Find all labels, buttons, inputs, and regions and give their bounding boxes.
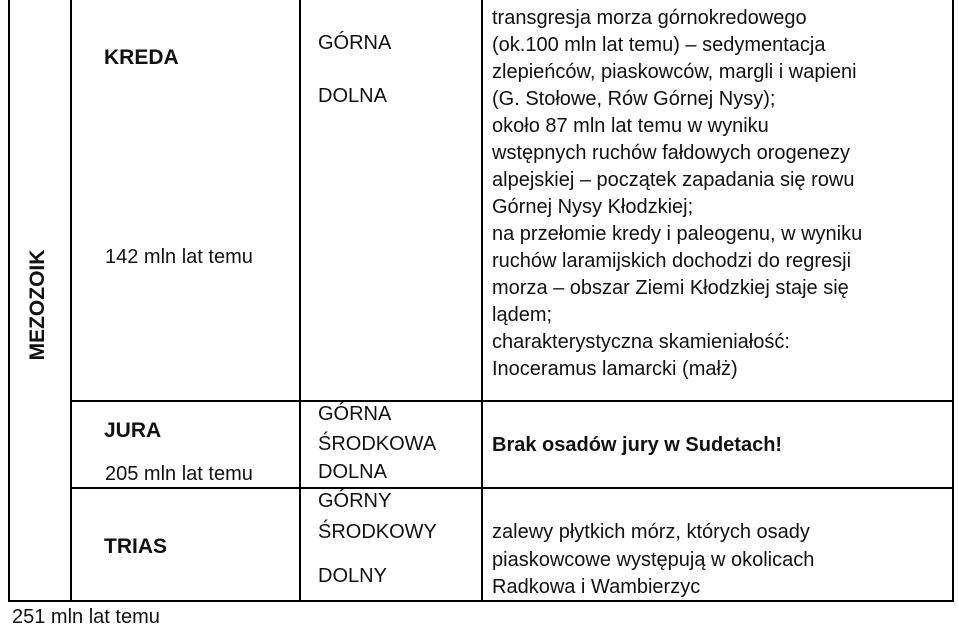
trias-description bbox=[492, 518, 814, 601]
kreda-line: morza – obszar Ziemi Kłodzkiej staje się bbox=[492, 277, 849, 299]
kreda-description bbox=[492, 5, 862, 383]
kreda-line: Inoceramus lamarcki (małż) bbox=[492, 358, 738, 380]
trias-line: Radkowa i Wambierzyc bbox=[492, 576, 701, 598]
kreda-line: wstępnych ruchów fałdowych orogenezy bbox=[492, 142, 850, 164]
jura-division-middle: ŚRODKOWA bbox=[318, 433, 437, 455]
period-trias-name: TRIAS bbox=[104, 535, 167, 558]
kreda-line: charakterystyczna skamieniałość: bbox=[492, 331, 790, 353]
kreda-line: na przełomie kredy i paleogenu, w wyniku bbox=[492, 223, 863, 245]
era-label: MEZOZOIK bbox=[26, 249, 49, 361]
kreda-division-lower: DOLNA bbox=[318, 85, 387, 107]
kreda-line: (ok.100 mln lat temu) – sedymentacja bbox=[492, 34, 826, 56]
border-era bbox=[70, 0, 72, 602]
border-period bbox=[299, 0, 301, 602]
kreda-line: (G. Stołowe, Rów Górnej Nysy); bbox=[492, 88, 776, 110]
trias-line: zalewy płytkich mórz, których osady bbox=[492, 521, 810, 543]
border-right bbox=[952, 0, 954, 602]
trias-division-upper: GÓRNY bbox=[318, 490, 392, 512]
kreda-division-upper: GÓRNA bbox=[318, 32, 392, 54]
trias-division-middle: ŚRODKOWY bbox=[318, 521, 437, 543]
kreda-line: lądem; bbox=[492, 304, 553, 326]
kreda-line: zlepieńców, piaskowców, margli i wapieni bbox=[492, 61, 857, 83]
kreda-line: około 87 mln lat temu w wyniku bbox=[492, 115, 769, 137]
border-division bbox=[481, 0, 483, 602]
trias-division-lower: DOLNY bbox=[318, 565, 387, 587]
period-kreda-date: 142 mln lat temu bbox=[105, 246, 253, 268]
kreda-line: transgresja morza górnokredowego bbox=[492, 7, 807, 29]
row-divider-kreda-jura bbox=[70, 400, 954, 402]
period-jura-name: JURA bbox=[104, 419, 162, 442]
period-jura-date: 205 mln lat temu bbox=[105, 463, 253, 485]
border-left bbox=[8, 0, 10, 602]
kreda-line: alpejskiej – początek zapadania się rowu bbox=[492, 169, 855, 191]
jura-division-lower: DOLNA bbox=[318, 461, 387, 483]
period-trias-date: 251 mln lat temu bbox=[12, 606, 160, 628]
trias-line: piaskowcowe występują w okolicach bbox=[492, 549, 815, 571]
jura-division-upper: GÓRNA bbox=[318, 403, 392, 425]
period-kreda-name: KREDA bbox=[104, 46, 179, 69]
kreda-line: Górnej Nysy Kłodzkiej; bbox=[492, 196, 694, 218]
kreda-line: ruchów laramijskich dochodzi do regresji bbox=[492, 250, 852, 272]
jura-description: Brak osadów jury w Sudetach! bbox=[492, 434, 783, 456]
